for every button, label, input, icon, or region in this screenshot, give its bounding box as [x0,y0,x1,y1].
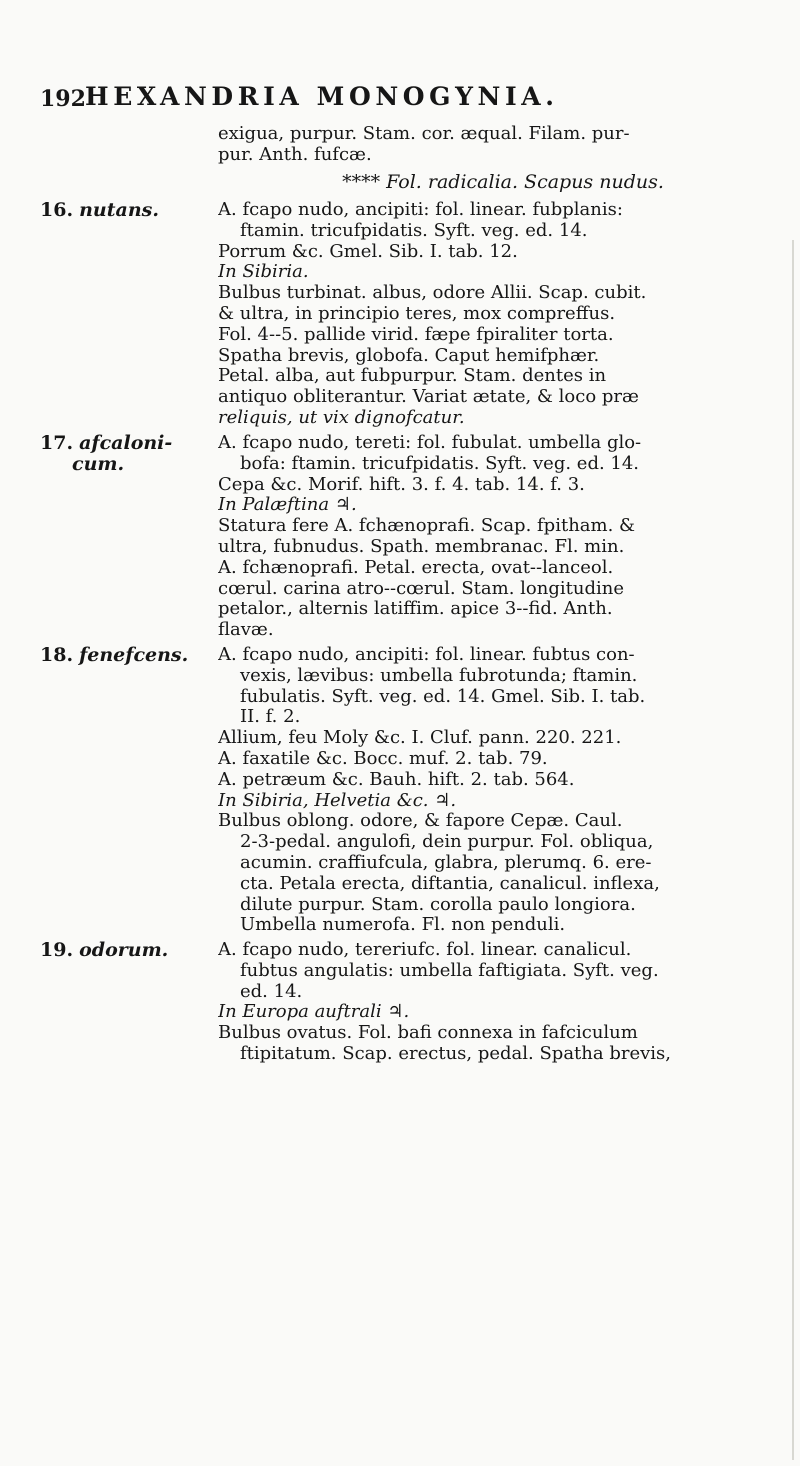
text-line: fubtus angulatis: umbella faftigiata. Syft. veg. [240,960,659,981]
species-description [218,645,778,936]
running-head: HEXANDRIA MONOGYNIA. [85,82,559,111]
species-label [40,433,172,475]
text-line: Statura fere A. fchænoprafi. Scap. fpitham. & [218,516,636,537]
species-name: fenefcens. [79,644,189,666]
species-name: odorum. [79,939,169,961]
text-line: acumin. craffiufcula, glabra, plerumq. 6. ere- [240,852,652,873]
text-line: cœrul. carina atro--cœrul. Stam. longitudine [218,578,624,599]
text-line: vexis, lævibus: umbella fubrotunda; ftamin. [240,665,638,686]
species-number: 18. [40,644,74,666]
text-line: Spatha brevis, globofa. Caput hemifphær. [218,345,600,366]
text-line: fubulatis. Syft. veg. ed. 14. Gmel. Sib. I. tab. [240,686,646,707]
text-line: Umbella numerofa. Fl. non penduli. [240,915,566,936]
section-heading: **** Fol. radicalia. Scapus nudus. [342,171,664,193]
text-line: ultra, fubnudus. Spath. membranac. Fl. min. [218,536,625,557]
text-line: ftipitatum. Scap. erectus, pedal. Spatha brevis, [240,1043,671,1064]
text-line: Bulbus oblong. odore, & fapore Cepæ. Caul. [218,811,623,832]
species-number: 17. [40,432,74,454]
page-header [40,82,760,118]
text-line: Petal. alba, aut fubpurpur. Stam. dentes in [218,366,607,387]
text-line: In Sibiria. [218,262,309,283]
text-line: In Europa auftrali ♃. [218,1002,410,1023]
text-line: 2-3-pedal. angulofi, dein purpur. Fol. obliqua, [240,832,654,853]
text-line: A. fchænoprafi. Petal. erecta, ovat--lanceol. [218,557,614,578]
text-line: A. fcapo nudo, tereti: fol. fubulat. umbella glo- [218,433,642,453]
species-name: afcaloni- [79,432,173,454]
species-description [218,200,778,429]
species-description [218,433,778,641]
text-line: & ultra, in principio teres, mox compreffus. [218,303,616,324]
text-line: Bulbus turbinat. albus, odore Allii. Scap. cubit. [218,283,647,304]
text-line: A. fcapo nudo, ancipiti: fol. linear. fubtus con- [218,645,635,665]
text-line: A. faxatile &c. Bocc. muf. 2. tab. 79. [218,748,548,769]
text-line: Porrum &c. Gmel. Sib. I. tab. 12. [218,241,518,262]
species-label [40,645,188,666]
page-number: 192 [40,86,86,112]
text-line: Allium, feu Moly &c. I. Cluf. pann. 220. 221. [218,728,622,749]
species-number: 19. [40,939,74,961]
species-number: 16. [40,199,74,221]
text-line: II. f. 2. [240,707,301,728]
text-line: A. fcapo nudo, ancipiti: fol. linear. fubplanis: [218,200,623,220]
species-label [40,940,168,961]
text-line: ed. 14. [240,981,303,1002]
species-description [218,940,778,1065]
text-line: ftamin. tricufpidatis. Syft. veg. ed. 14. [240,220,588,241]
text-line: Cepa &c. Morif. hift. 3. f. 4. tab. 14. f. 3. [218,474,585,495]
species-name-continued: cum. [72,453,125,475]
species-name: nutans. [79,199,159,221]
text-line: Bulbus ovatus. Fol. bafi connexa in fafciculum [218,1023,638,1044]
text-line: antiquo obliterantur. Variat ætate, & loco præ [218,387,639,408]
text-line: A. fcapo nudo, tereriufc. fol. linear. canalicul. [218,940,632,960]
text-line: In Sibiria, Helvetia &c. ♃. [218,790,457,811]
text-line: cta. Petala erecta, diftantia, canalicul. inflexa, [240,873,660,894]
continuation-text [218,124,778,192]
text-line: dilute purpur. Stam. corolla paulo longiora. [240,894,636,915]
species-label [40,200,159,221]
text-line: A. petræum &c. Bauh. hift. 2. tab. 564. [218,769,575,790]
text-line: reliquis, ut vix dignofcatur. [218,407,465,428]
text-line: pur. Anth. fufcæ. [218,144,372,165]
text-line: Fol. 4--5. pallide virid. fæpe fpiraliter torta. [218,324,614,345]
text-line: In Palæftina ♃. [218,495,357,516]
text-line: bofa: ftamin. tricufpidatis. Syft. veg. ed. 14. [240,453,640,474]
page-edge-shadow [792,240,794,1460]
text-line: flavæ. [218,620,274,641]
text-line: petalor., alternis latiffim. apice 3--fid. Anth. [218,599,613,620]
text-line: exigua, purpur. Stam. cor. æqual. Filam. pur- [218,124,630,144]
